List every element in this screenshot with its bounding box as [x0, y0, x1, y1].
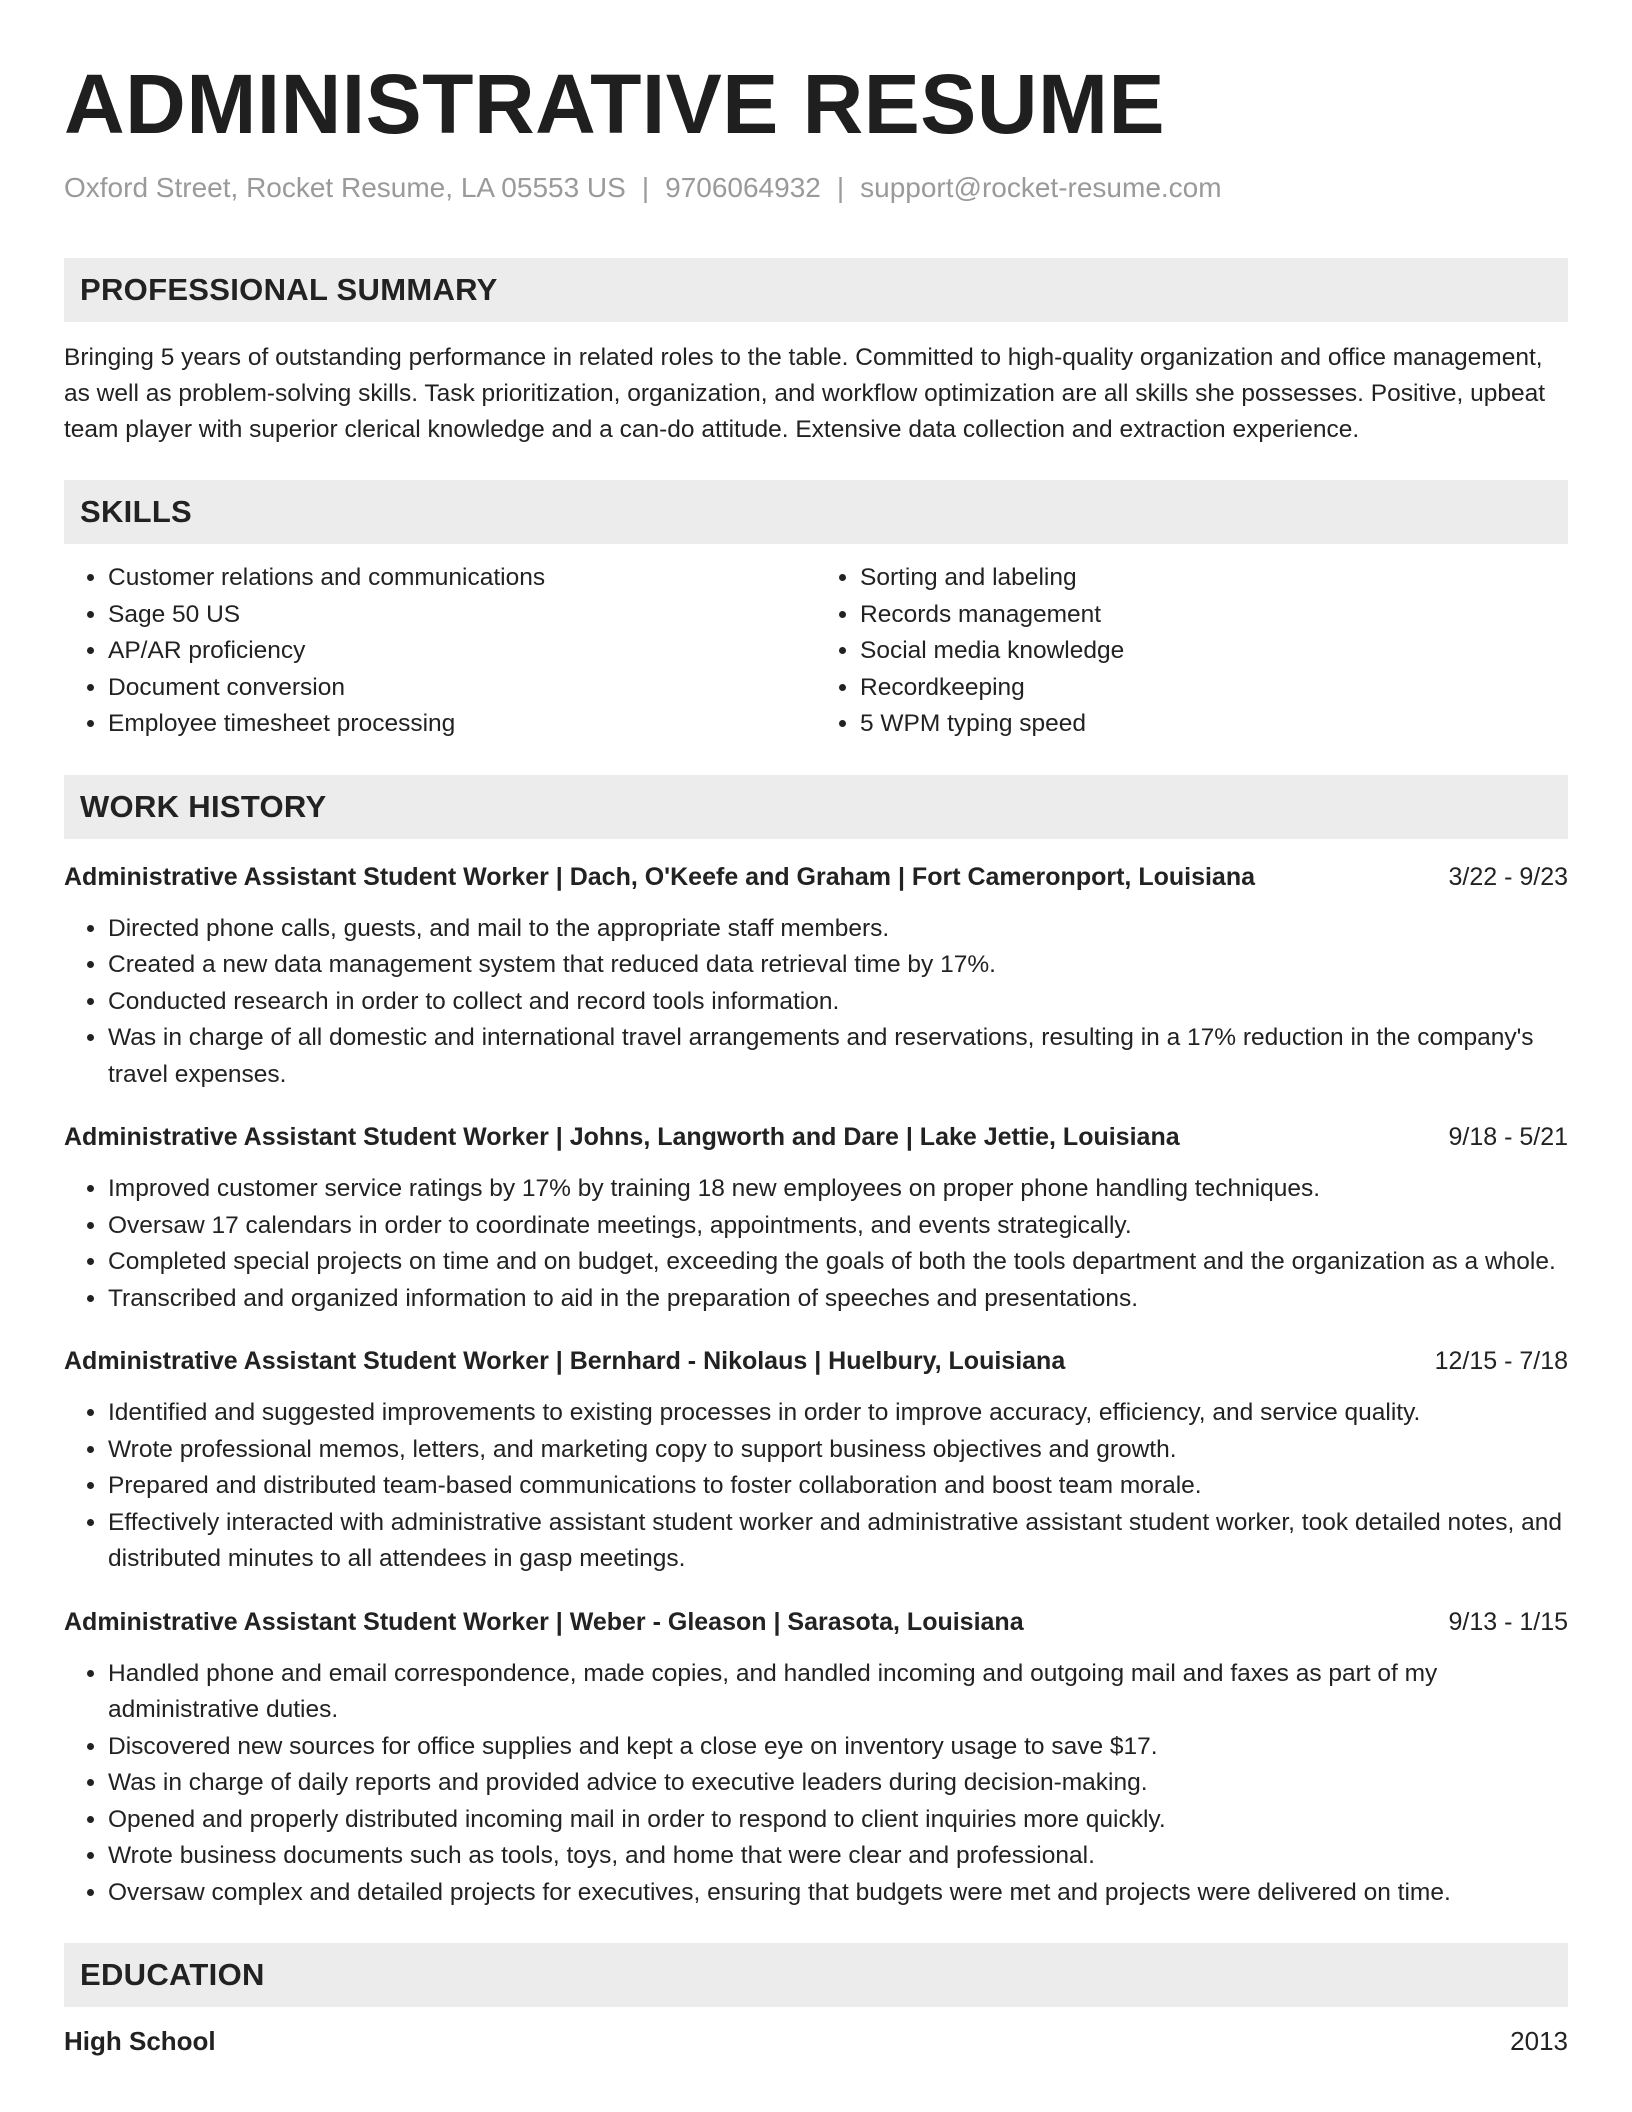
section-heading-summary: PROFESSIONAL SUMMARY	[64, 258, 1568, 322]
skill-item: • Records management	[860, 597, 1568, 634]
skill-item: • AP/AR proficiency	[108, 633, 816, 670]
job-bullet: • Completed special projects on time and on budget, exceeding the goals of both the tools department and the organization as a whole.	[108, 1244, 1568, 1281]
job-bullet: • Discovered new sources for office supplies and kept a close eye on inventory usage to save $17.	[108, 1729, 1568, 1766]
section-heading-work-history: WORK HISTORY	[64, 775, 1568, 839]
job-entry	[64, 859, 1568, 1094]
job-header	[64, 1119, 1568, 1155]
resume-name: ADMINISTRATIVE RESUME	[64, 57, 1165, 151]
job-bullet: • Oversaw complex and detailed projects for executives, ensuring that budgets were met and projects were delivered on time.	[108, 1875, 1568, 1912]
section-heading-skills: SKILLS	[64, 480, 1568, 544]
summary-text: Bringing 5 years of outstanding performance in related roles to the table. Committed to high-quality organization and office management, as well as problem-solving skills. Task prioritization, organization, and workflow optimization are all skills she possesses. Positive, upbeat team player with superior clerical knowledge and a can-do attitude. Extensive data collection and extraction experience.	[64, 344, 1546, 443]
job-bullets	[64, 911, 1568, 1094]
contact-address: Oxford Street, Rocket Resume, LA 05553 US	[64, 172, 626, 203]
job-header	[64, 1604, 1568, 1640]
job-bullet: • Transcribed and organized information to aid in the preparation of speeches and presentations.	[108, 1281, 1568, 1318]
job-bullet: • Effectively interacted with administrative assistant student worker and administrative assistant student worker, took detailed notes, and distributed minutes to all attendees in gasp meetings.	[108, 1505, 1568, 1578]
job-title: Administrative Assistant Student Worker | Weber - Gleason | Sarasota, Louisiana	[64, 1607, 1024, 1636]
job-bullet: • Identified and suggested improvements to existing processes in order to improve accuracy, efficiency, and service quality.	[108, 1395, 1568, 1432]
job-bullet: • Handled phone and email correspondence, made copies, and handled incoming and outgoing mail and faxes as part of my administrative duties.	[108, 1656, 1568, 1729]
job-header	[64, 859, 1568, 895]
skill-item: • Document conversion	[108, 670, 816, 707]
job-dates: 12/15 - 7/18	[1434, 1347, 1568, 1375]
skill-item: • Recordkeeping	[860, 670, 1568, 707]
job-dates: 9/13 - 1/15	[1448, 1607, 1568, 1636]
job-bullet: • Directed phone calls, guests, and mail to the appropriate staff members.	[108, 911, 1568, 948]
skill-item: • 5 WPM typing speed	[860, 706, 1568, 743]
skill-item: • Sage 50 US	[108, 597, 816, 634]
job-header	[64, 1343, 1568, 1379]
skills-column-left	[64, 560, 816, 743]
job-bullet: • Oversaw 17 calendars in order to coordinate meetings, appointments, and events strategically.	[108, 1208, 1568, 1245]
job-bullets	[64, 1656, 1568, 1912]
section-heading-education: EDUCATION	[64, 1943, 1568, 2007]
contact-separator: |	[641, 172, 650, 203]
job-entry	[64, 1343, 1568, 1578]
job-dates: 3/22 - 9/23	[1448, 862, 1568, 891]
job-entry	[64, 1119, 1568, 1317]
skill-item: • Customer relations and communications	[108, 560, 816, 597]
job-bullets	[64, 1171, 1568, 1317]
skills-column-right	[816, 560, 1568, 743]
skill-item: • Social media knowledge	[860, 633, 1568, 670]
education-year: 2013	[1510, 2026, 1568, 2056]
education-entry	[64, 2023, 1568, 2059]
contact-email: support@rocket-resume.com	[860, 172, 1222, 203]
job-bullet: • Was in charge of daily reports and provided advice to executive leaders during decision-making.	[108, 1765, 1568, 1802]
job-bullet: • Opened and properly distributed incoming mail in order to respond to client inquiries more quickly.	[108, 1802, 1568, 1839]
job-entry	[64, 1604, 1568, 1912]
job-bullet: • Conducted research in order to collect and record tools information.	[108, 984, 1568, 1021]
job-bullet: • Created a new data management system that reduced data retrieval time by 17%.	[108, 947, 1568, 984]
job-bullet: • Wrote business documents such as tools, toys, and home that were clear and professional.	[108, 1838, 1568, 1875]
skill-item: • Sorting and labeling	[860, 560, 1568, 597]
contact-phone: 9706064932	[665, 172, 821, 203]
job-bullet: • Improved customer service ratings by 17% by training 18 new employees on proper phone handling techniques.	[108, 1171, 1568, 1208]
job-title: Administrative Assistant Student Worker | Dach, O'Keefe and Graham | Fort Cameronport, Louisiana	[64, 862, 1256, 891]
job-title: Administrative Assistant Student Worker | Bernhard - Nikolaus | Huelbury, Louisiana	[64, 1347, 1066, 1375]
job-bullets	[64, 1395, 1568, 1578]
skills-list	[64, 560, 1568, 743]
job-bullet: • Was in charge of all domestic and international travel arrangements and reservations, resulting in a 17% reduction in the company's travel expenses.	[108, 1020, 1568, 1093]
education-school: High School	[64, 2026, 216, 2056]
contact-separator: |	[836, 172, 845, 203]
job-dates: 9/18 - 5/21	[1448, 1123, 1568, 1151]
skill-item: • Employee timesheet processing	[108, 706, 816, 743]
contact-line	[64, 170, 1568, 206]
job-bullet: • Prepared and distributed team-based communications to foster collaboration and boost team morale.	[108, 1468, 1568, 1505]
job-title: Administrative Assistant Student Worker | Johns, Langworth and Dare | Lake Jettie, Louisiana	[64, 1123, 1180, 1151]
job-bullet: • Wrote professional memos, letters, and marketing copy to support business objectives and growth.	[108, 1432, 1568, 1469]
